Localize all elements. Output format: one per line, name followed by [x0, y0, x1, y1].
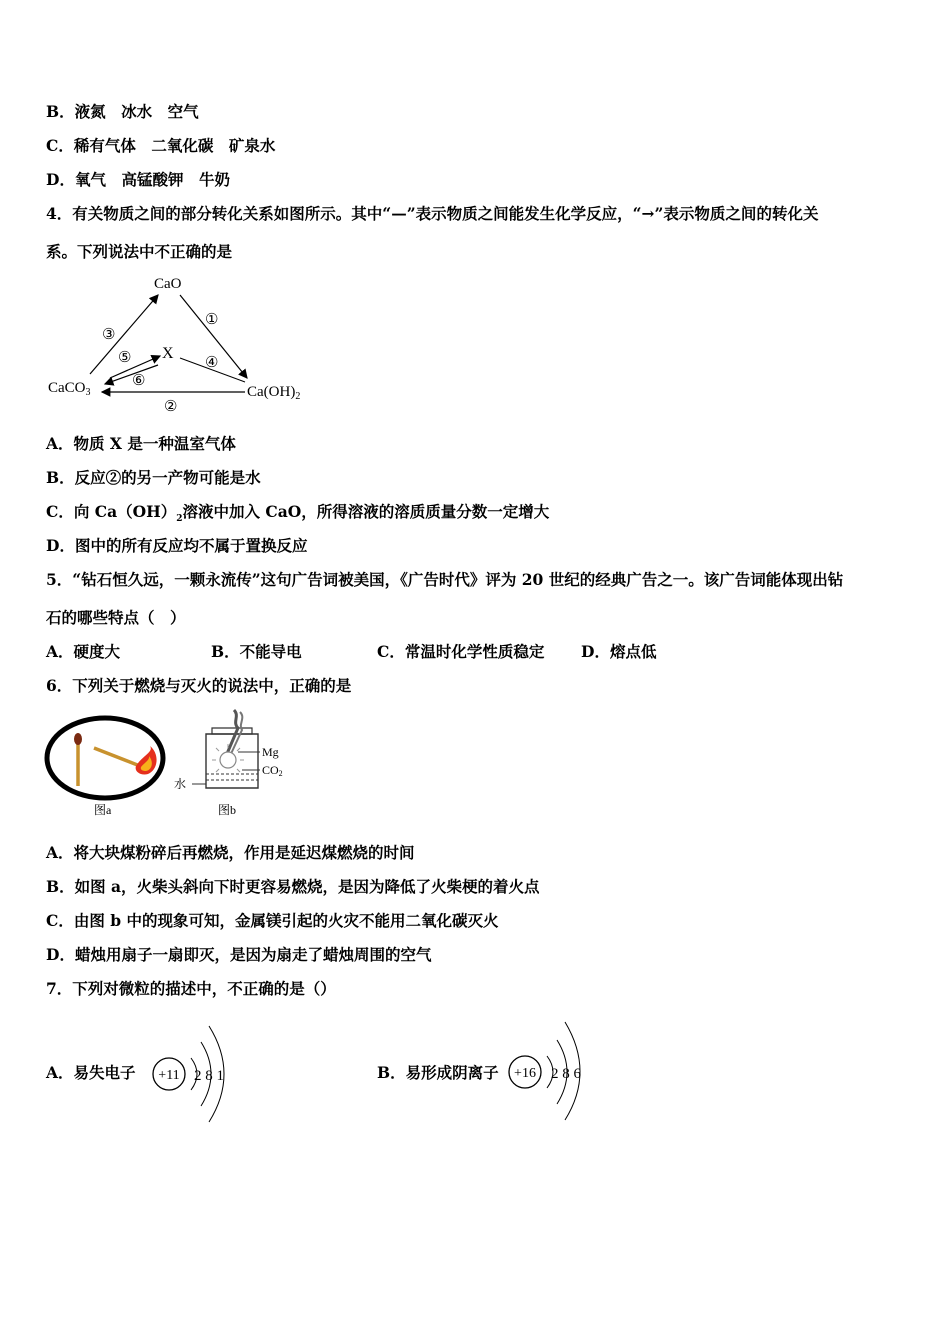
electron-counts: 2 8 1: [194, 1068, 224, 1084]
nucleus-charge: +16: [514, 1066, 536, 1081]
q7-option-b: B．易形成阴离子: [377, 1063, 499, 1082]
figure-a-caption: 图a: [94, 803, 112, 817]
match-head-icon: [74, 733, 82, 745]
q7-stem: 7．下列对微粒的描述中，不正确的是（）: [46, 979, 336, 998]
q7-option-a: A．易失电子: [46, 1063, 136, 1082]
label-6: ⑥: [132, 373, 146, 389]
q6-option-c: C．由图 b 中的现象可知，金属镁引起的火灾不能用二氧化碳灭火: [46, 911, 499, 930]
q5-option-d: D．熔点低: [581, 642, 657, 661]
node-caoh2: $Ca(OH)_2$: [247, 384, 301, 402]
q5-option-a: A．硬度大: [46, 642, 121, 661]
sulfur-atom-structure: [503, 1012, 603, 1130]
q6-stem: 6．下列关于燃烧与灭火的说法中，正确的是: [46, 676, 352, 695]
q6-figure-b: [168, 708, 298, 820]
electron-counts: 2 8 6: [551, 1066, 581, 1082]
node-caco3: CaCO$_3$: [48, 380, 91, 398]
q5-option-b: B．不能导电: [211, 642, 302, 661]
tilted-match-icon: [94, 748, 140, 766]
tongs-icon: [226, 710, 238, 756]
q6-option-d: D．蜡烛用扇子一扇即灭，是因为扇走了蜡烛周围的空气: [46, 945, 432, 964]
q4-option-d: D．图中的所有反应均不属于置换反应: [46, 536, 308, 555]
q5-option-c: C．常温时化学性质稳定: [377, 642, 545, 661]
q4-option-b: B．反应②的另一产物可能是水: [46, 468, 261, 487]
label-4: ④: [205, 355, 219, 371]
node-x: X: [162, 345, 174, 362]
figure-b-caption: 图b: [218, 803, 237, 817]
mg-label: Mg: [262, 745, 279, 759]
label-2: ②: [164, 399, 178, 415]
label-1: ①: [205, 312, 219, 328]
q6-option-b: B．如图 a，火柴头斜向下时更容易燃烧，是因为降低了火柴梗的着火点: [46, 877, 540, 896]
q4-stem-line2: 系。下列说法中不正确的是: [46, 242, 233, 261]
label-3: ③: [102, 327, 116, 343]
q4-stem-line1: 4．有关物质之间的部分转化关系如图所示。其中“—”表示物质之间能发生化学反应，“→”表示物质之间的转化关: [46, 204, 819, 223]
q4-option-a: A．物质 X 是一种温室气体: [46, 434, 236, 453]
q3-option-c: C．稀有气体 二氧化碳 矿泉水: [46, 136, 276, 155]
jar-lid-icon: [212, 728, 252, 734]
node-cao: CaO: [154, 276, 182, 292]
burning-mg-icon: [220, 752, 236, 768]
q6-figure-a: [44, 708, 169, 820]
q3-option-b: B．液氮 冰水 空气: [46, 102, 199, 121]
sodium-atom-structure: [145, 1012, 245, 1130]
co2-label: CO2: [262, 763, 283, 778]
water-label: 水: [174, 777, 187, 791]
nucleus-charge: +11: [158, 1068, 180, 1083]
q5-stem-line2: 石的哪些特点（ ）: [46, 608, 186, 627]
q6-option-a: A．将大块煤粉碎后再燃烧，作用是延迟煤燃烧的时间: [46, 843, 415, 862]
q4-option-c: C．向 $Ca(OH)_2$溶液中加入 CaO，所得溶液的溶质质量分数一定增大: [46, 502, 550, 525]
label-5: ⑤: [118, 350, 132, 366]
q5-stem-line1: 5．“钻石恒久远，一颗永流传”这句广告词被美国，《广告时代》评为 20 世纪的经典广告之一。该广告词能体现出钻: [46, 570, 844, 589]
q4-conversion-diagram: [40, 268, 330, 418]
q3-option-d: D．氧气 高锰酸钾 牛奶: [46, 170, 230, 189]
